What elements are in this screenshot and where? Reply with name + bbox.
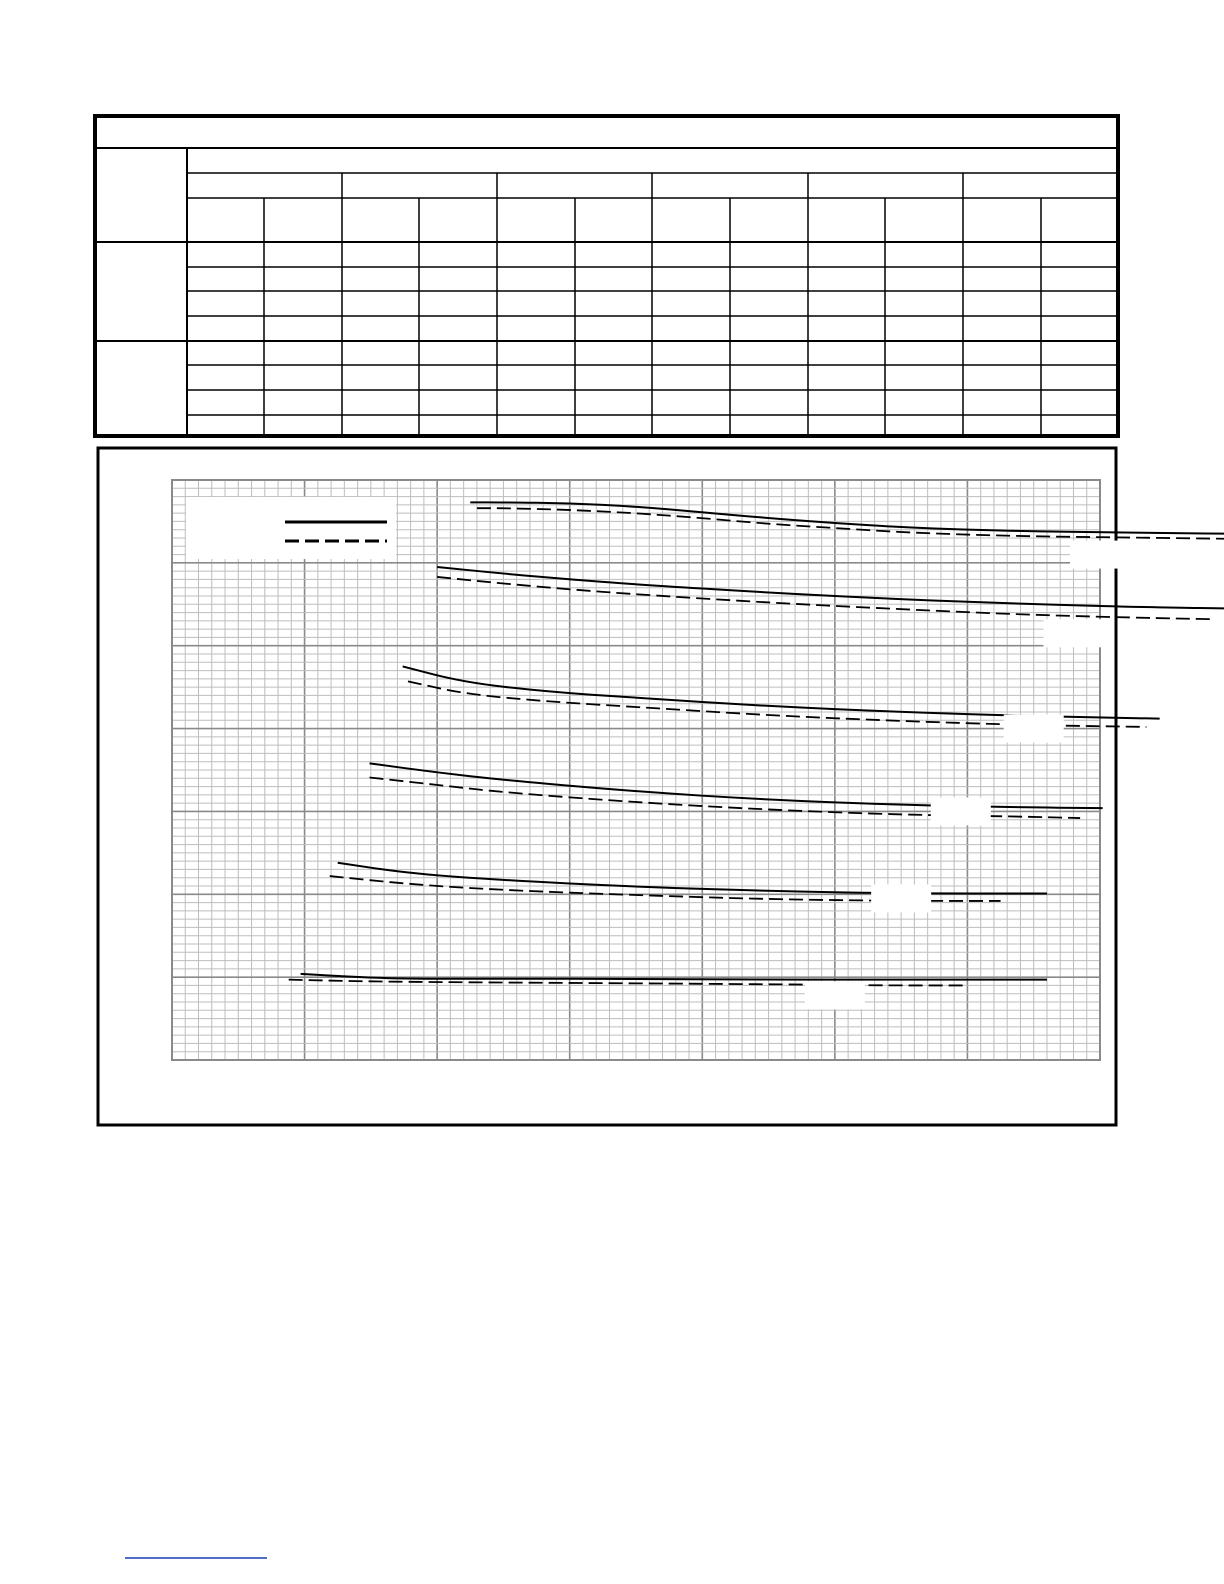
curve-label-box-3	[931, 797, 991, 825]
legend-box	[186, 497, 396, 559]
curve-label-box-2	[871, 884, 931, 912]
curve-label-box-1	[805, 981, 865, 1009]
chart-panel	[98, 448, 1224, 1125]
chart-legend	[186, 497, 396, 559]
plot-grid	[172, 480, 1100, 1060]
data-table	[95, 116, 1118, 436]
table-outer-border	[95, 116, 1118, 436]
curve-label-box-5	[1043, 619, 1103, 647]
curve-label-box-6	[1070, 541, 1130, 569]
curve-label-box-4	[1004, 715, 1064, 743]
plot-series	[289, 502, 1224, 985]
